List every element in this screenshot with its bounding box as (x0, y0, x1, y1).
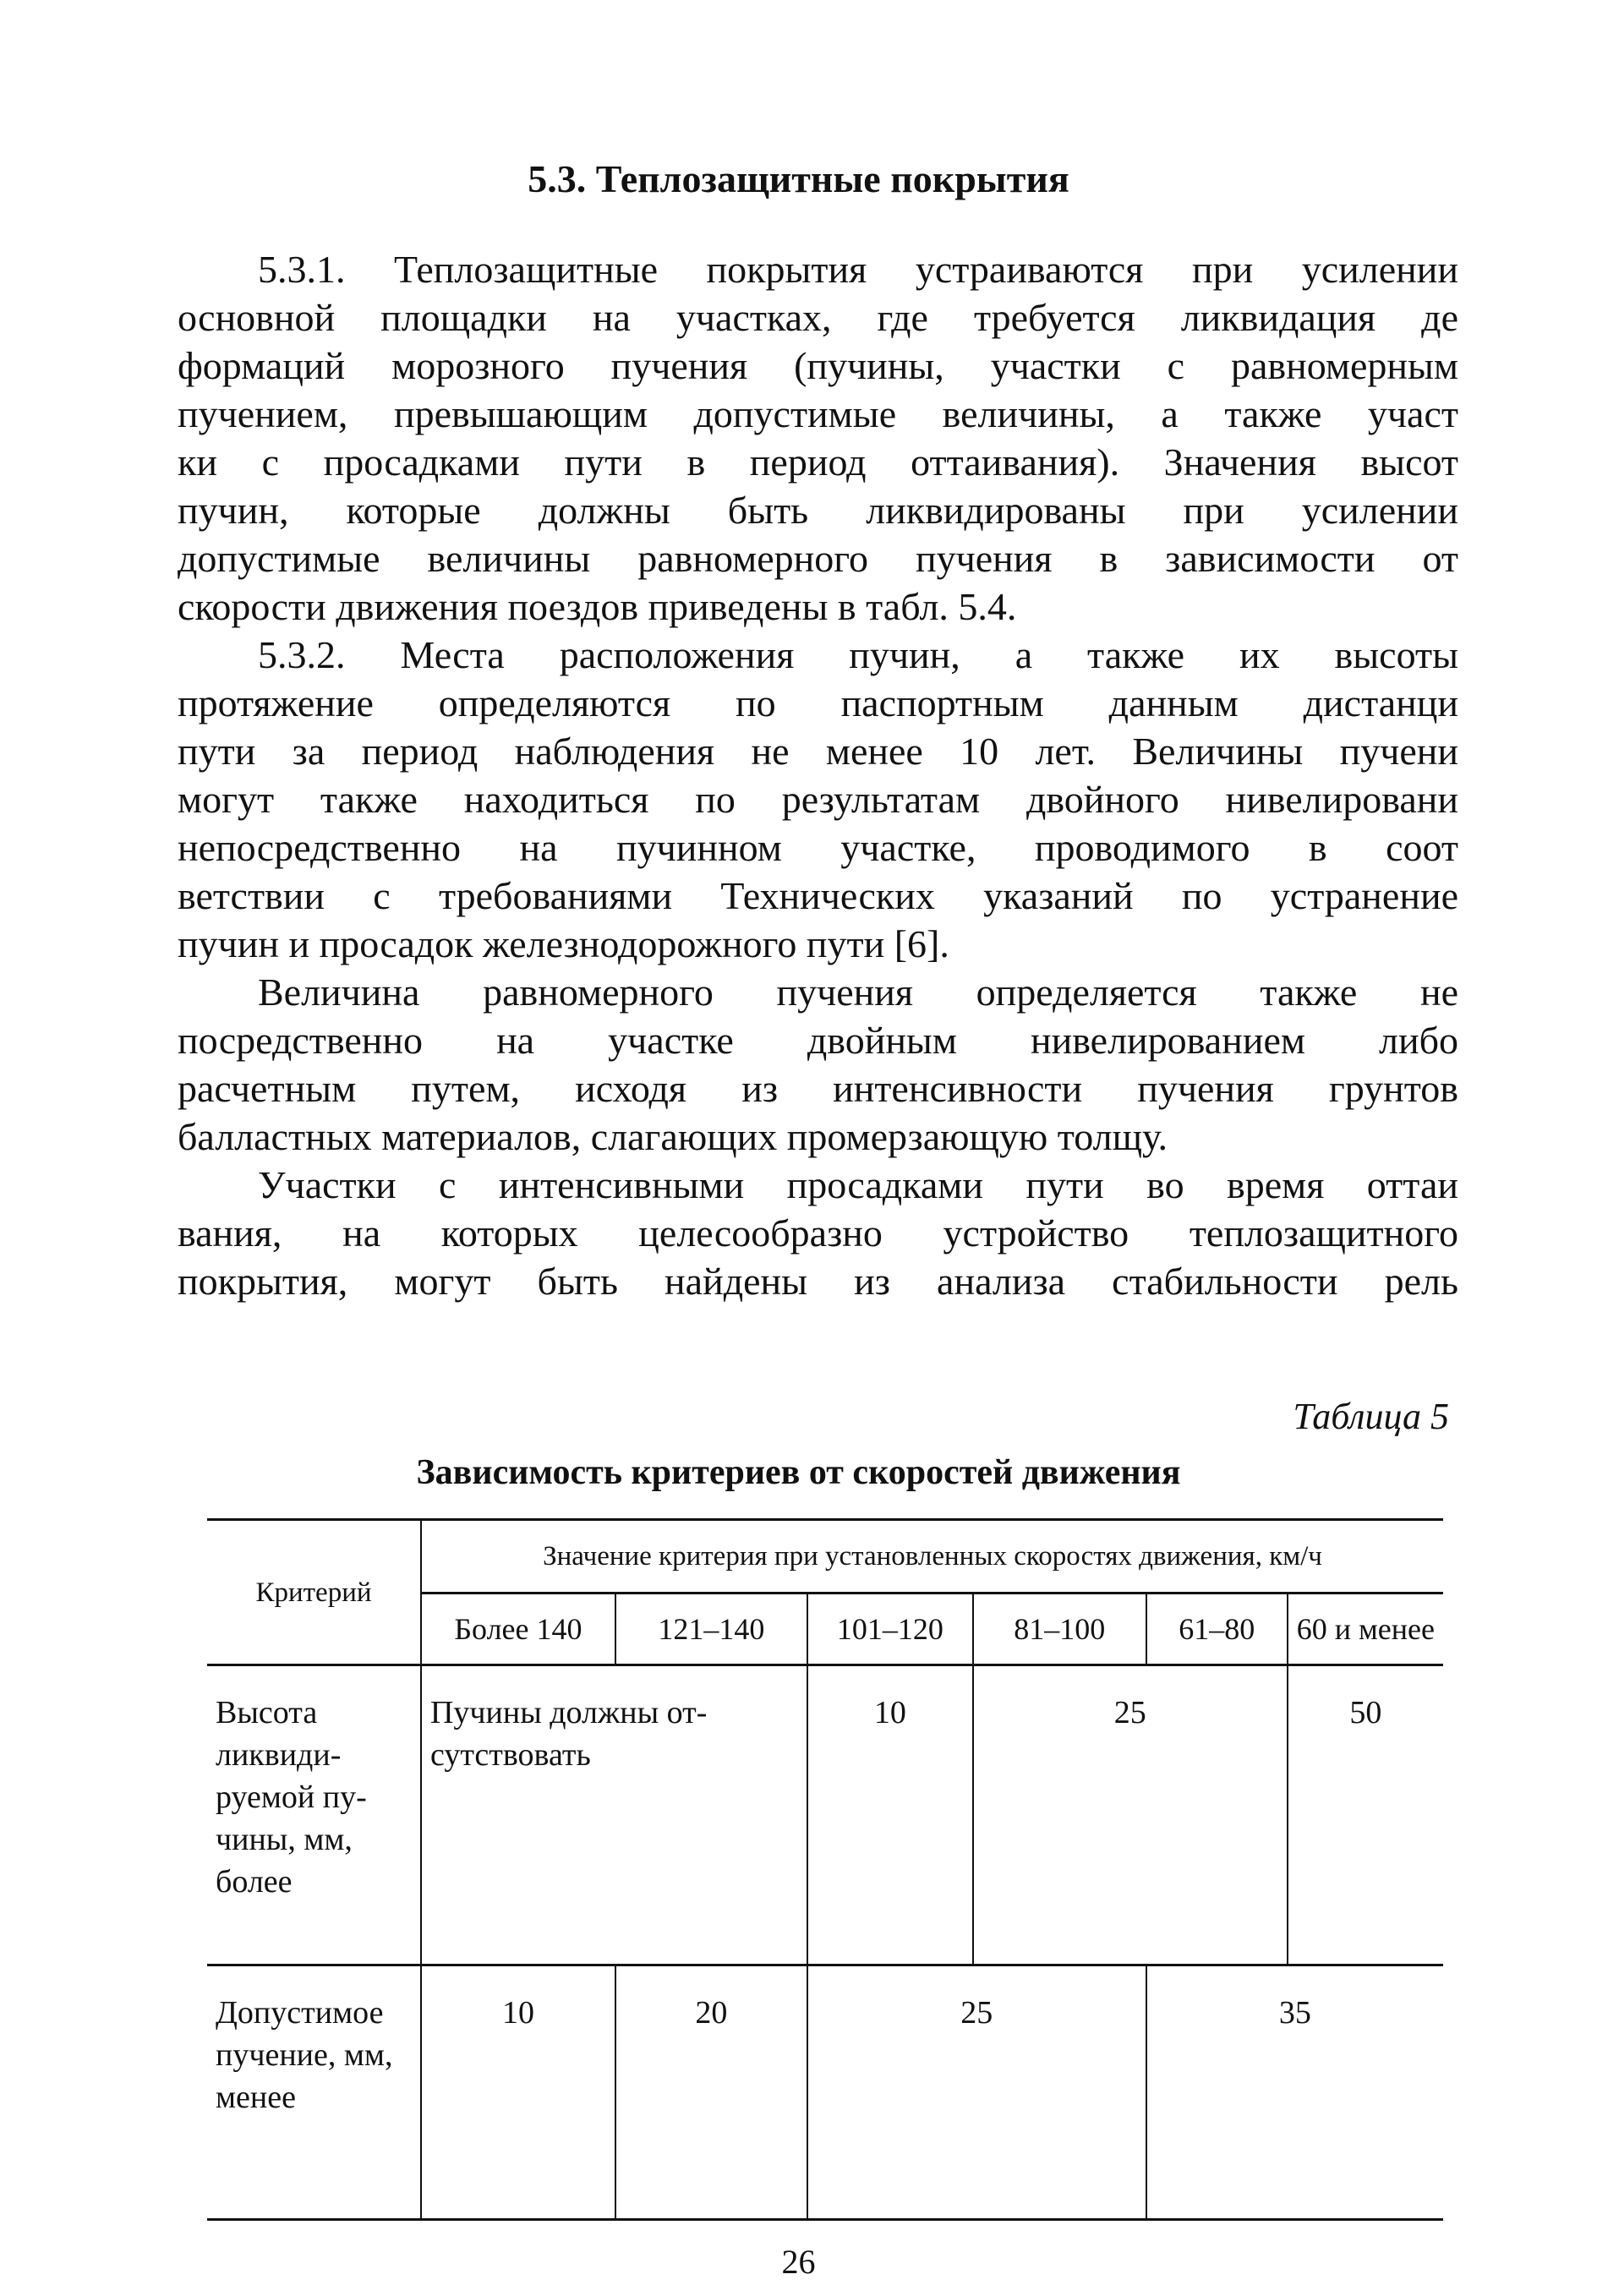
text-line: скорости движения поездов приведены в табл. 5.4. (178, 585, 1017, 628)
text-line: покрытия, могут быть найдены из анализа стабильности рель (178, 1260, 1458, 1303)
criterion-header: Критерий (207, 1520, 421, 1665)
text-line: Участки с интенсивными просадками пути во время оттаи (258, 1163, 1458, 1206)
text-line: 5.3.1. Теплозащитные покрытия устраиваются при усилении (258, 248, 1458, 291)
table-caption: Зависимость критериев от скоростей движения (416, 1453, 1181, 1492)
text-line: допустимые величины равномерного пучения в зависимости от (178, 537, 1458, 580)
text-line: пути за период наблюдения не менее 10 лет. Величины пучени (178, 730, 1458, 773)
text-line: ки с просадками пути в период оттаивания). Значения высот (178, 440, 1458, 484)
text-line: Величина равномерного пучения определяется также не (258, 970, 1458, 1014)
table-cell: 20 (615, 1965, 807, 2220)
speed-header: 60 и менее (1288, 1594, 1443, 1665)
table-cell: 50 (1288, 1665, 1443, 1965)
text-line: могут также находиться по результатам двойного нивелировани (178, 778, 1458, 821)
text-line: посредственно на участке двойным нивелированием либо (178, 1019, 1458, 1062)
section-title: 5.3. Теплозащитные покрытия (528, 157, 1069, 200)
row-label: Высота ликвиди-руемой пу-чины, мм, более (207, 1665, 421, 1965)
table-cell: 10 (807, 1665, 973, 1965)
text-line: балластных материалов, слагающих промерзающую толщу. (178, 1115, 1168, 1158)
table-cell: Пучины должны от-сутствовать (421, 1665, 807, 1965)
speed-header: 121–140 (615, 1594, 807, 1665)
value-header: Значение критерия при установленных скоростях движения, км/ч (421, 1520, 1443, 1594)
text-line: 5.3.2. Места расположения пучин, а также их высоты (258, 633, 1458, 676)
table-number: Таблица 5 (1293, 1396, 1449, 1437)
speed-header: 81–100 (973, 1594, 1146, 1665)
row-label: Допустимое пучение, мм, менее (207, 1965, 421, 2220)
criteria-table (207, 1518, 1443, 2221)
text-line: пучин и просадок железнодорожного пути [6]. (178, 922, 949, 965)
page-number: 26 (781, 2243, 816, 2281)
text-line: протяжение определяются по паспортным данным дистанци (178, 681, 1458, 724)
table-cell: 35 (1146, 1965, 1443, 2220)
text-line: вания, на которых целесообразно устройство теплозащитного (178, 1211, 1458, 1255)
speed-header: Более 140 (421, 1594, 615, 1665)
text-line: пучением, превышающим допустимые величины, а также участ (178, 392, 1458, 435)
body-text (178, 245, 1458, 1305)
table-cell: 10 (421, 1965, 615, 2220)
text-line: пучин, которые должны быть ликвидированы при усилении (178, 489, 1458, 532)
speed-header: 61–80 (1146, 1594, 1288, 1665)
text-line: расчетным путем, исходя из интенсивности пучения грунтов (178, 1067, 1458, 1110)
text-line: основной площадки на участках, где требуется ликвидация де (178, 296, 1458, 339)
text-line: непосредственно на пучинном участке, проводимого в соот (178, 826, 1458, 869)
speed-header: 101–120 (807, 1594, 973, 1665)
table-cell: 25 (973, 1665, 1288, 1965)
text-line: ветствии с требованиями Технических указаний по устранение (178, 874, 1458, 917)
table-cell: 25 (807, 1965, 1146, 2220)
text-line: формаций морозного пучения (пучины, участки с равномерным (178, 344, 1458, 387)
